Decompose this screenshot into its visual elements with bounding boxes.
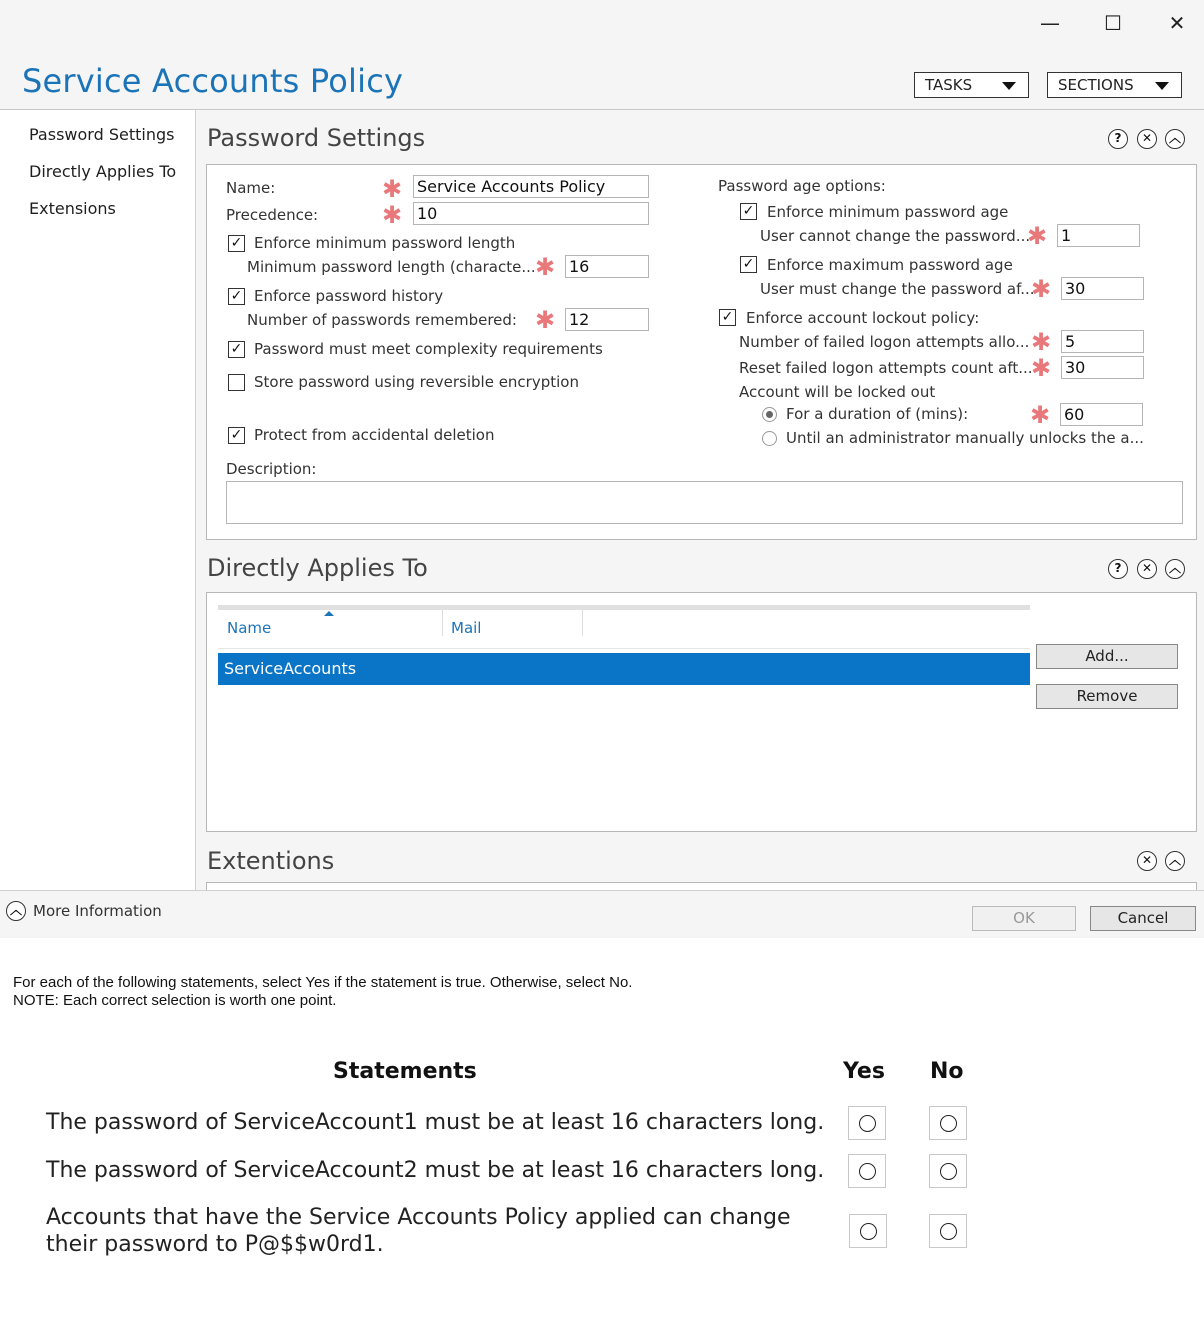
minimize-button[interactable]: — <box>1040 11 1060 35</box>
min-length-field[interactable]: 16 <box>565 255 649 278</box>
required-icon: ✱ <box>1027 222 1048 250</box>
close-section-icon[interactable]: ✕ <box>1137 129 1157 149</box>
protect-label: Protect from accidental deletion <box>254 426 495 444</box>
collapse-icon[interactable]: ︿ <box>1165 129 1185 149</box>
instruction-text: For each of the following statements, select Yes if the statement is true. Otherwise, select No. <box>13 974 633 991</box>
collapse-icon[interactable]: ︿ <box>1165 559 1185 579</box>
description-label: Description: <box>226 460 317 478</box>
enforce-min-age-checkbox[interactable]: ✓ <box>740 203 757 220</box>
complexity-label: Password must meet complexity requirements <box>254 340 603 358</box>
max-age-label: User must change the password af... <box>760 280 1035 298</box>
page-title: Service Accounts Policy <box>22 62 404 100</box>
close-button[interactable]: ✕ <box>1168 11 1186 35</box>
applies-to-title: Directly Applies To <box>207 554 428 582</box>
enforce-min-length-label: Enforce minimum password length <box>254 234 516 252</box>
required-icon: ✱ <box>1030 401 1051 429</box>
statement-3-line-2: their password to P@$$w0rd1. <box>46 1232 384 1257</box>
statements-header: Statements <box>333 1059 477 1084</box>
add-button[interactable]: Add... <box>1036 644 1178 669</box>
min-length-label: Minimum password length (characte... <box>247 258 536 276</box>
required-icon: ✱ <box>535 253 556 281</box>
complexity-checkbox[interactable]: ✓ <box>228 341 245 358</box>
lockout-checkbox[interactable]: ✓ <box>719 309 736 326</box>
statement-3-yes-radio[interactable] <box>849 1214 887 1248</box>
tasks-label: TASKS <box>925 76 973 94</box>
column-header-mail[interactable]: Mail <box>451 619 482 637</box>
expand-up-icon[interactable]: ︿ <box>6 901 26 921</box>
statement-2-yes-radio[interactable] <box>848 1154 886 1188</box>
min-age-label: User cannot change the password... <box>760 227 1031 245</box>
enforce-min-length-checkbox[interactable]: ✓ <box>228 235 245 252</box>
name-label: Name: <box>226 179 276 197</box>
failed-attempts-label: Number of failed logon attempts allo... <box>739 333 1030 351</box>
sections-label: SECTIONS <box>1058 76 1134 94</box>
column-divider <box>442 610 443 636</box>
nav-item-password-settings[interactable]: Password Settings <box>29 125 175 144</box>
statement-3-line-1: Accounts that have the Service Accounts Policy applied can change <box>46 1205 791 1230</box>
statement-3-no-radio[interactable] <box>929 1214 967 1248</box>
reversible-checkbox[interactable] <box>228 374 245 391</box>
more-info-link[interactable]: More Information <box>33 902 162 920</box>
failed-attempts-field[interactable]: 5 <box>1061 330 1144 353</box>
age-options-label: Password age options: <box>718 177 886 195</box>
sections-dropdown[interactable] <box>1047 72 1182 98</box>
required-icon: ✱ <box>1031 328 1052 356</box>
close-section-icon[interactable]: ✕ <box>1137 851 1157 871</box>
description-field[interactable] <box>226 481 1183 524</box>
required-icon: ✱ <box>382 175 403 203</box>
lockout-label: Enforce account lockout policy: <box>746 309 980 327</box>
nav-item-extensions[interactable]: Extensions <box>29 199 116 218</box>
precedence-label: Precedence: <box>226 206 319 224</box>
precedence-field[interactable]: 10 <box>413 202 649 225</box>
yes-header: Yes <box>843 1059 885 1084</box>
nav-item-directly-applies-to[interactable]: Directly Applies To <box>29 162 177 181</box>
required-icon: ✱ <box>1031 275 1052 303</box>
section-nav <box>0 110 196 890</box>
max-age-field[interactable]: 30 <box>1061 277 1144 300</box>
enforce-max-age-checkbox[interactable]: ✓ <box>740 256 757 273</box>
row-name-cell: ServiceAccounts <box>224 659 357 678</box>
history-field[interactable]: 12 <box>565 308 649 331</box>
no-header: No <box>930 1059 964 1084</box>
name-field[interactable]: Service Accounts Policy <box>413 175 649 198</box>
maximize-button[interactable]: ☐ <box>1104 11 1122 35</box>
statement-1-yes-radio[interactable] <box>848 1106 886 1140</box>
duration-radio[interactable] <box>762 407 777 422</box>
locked-out-label: Account will be locked out <box>739 383 936 401</box>
help-icon[interactable]: ? <box>1108 559 1128 579</box>
table-row[interactable] <box>218 653 1030 685</box>
enforce-min-age-label: Enforce minimum password age <box>767 203 1009 221</box>
duration-label: For a duration of (mins): <box>786 405 969 423</box>
remove-button[interactable]: Remove <box>1036 684 1178 709</box>
reset-count-field[interactable]: 30 <box>1061 356 1144 379</box>
statement-1: The password of ServiceAccount1 must be at least 16 characters long. <box>46 1110 825 1135</box>
reversible-label: Store password using reversible encryption <box>254 373 579 391</box>
password-settings-panel <box>206 164 1197 540</box>
chevron-down-icon <box>1155 82 1169 90</box>
enforce-max-age-label: Enforce maximum password age <box>767 256 1013 274</box>
enforce-history-label: Enforce password history <box>254 287 444 305</box>
password-settings-title: Password Settings <box>207 124 426 152</box>
enforce-history-checkbox[interactable]: ✓ <box>228 288 245 305</box>
statement-1-no-radio[interactable] <box>929 1106 967 1140</box>
collapse-icon[interactable]: ︿ <box>1165 851 1185 871</box>
chevron-down-icon <box>1002 82 1016 90</box>
column-header-name[interactable]: Name <box>227 619 272 637</box>
min-age-field[interactable]: 1 <box>1057 224 1140 247</box>
duration-field[interactable]: 60 <box>1060 403 1143 426</box>
until-admin-radio[interactable] <box>762 431 777 446</box>
protect-checkbox[interactable]: ✓ <box>228 427 245 444</box>
history-label: Number of passwords remembered: <box>247 311 517 329</box>
until-admin-label: Until an administrator manually unlocks the a... <box>786 429 1144 447</box>
note-text: NOTE: Each correct selection is worth one point. <box>13 992 337 1009</box>
grid-header <box>218 610 1030 649</box>
required-icon: ✱ <box>382 201 403 229</box>
required-icon: ✱ <box>1031 354 1052 382</box>
column-divider <box>582 610 583 636</box>
required-icon: ✱ <box>535 306 556 334</box>
help-icon[interactable]: ? <box>1108 129 1128 149</box>
applies-to-panel <box>206 592 1197 832</box>
close-section-icon[interactable]: ✕ <box>1137 559 1157 579</box>
cancel-button[interactable]: Cancel <box>1090 906 1196 931</box>
tasks-dropdown[interactable] <box>914 72 1029 98</box>
statement-2: The password of ServiceAccount2 must be at least 16 characters long. <box>46 1158 825 1183</box>
sort-ascending-icon <box>324 611 334 616</box>
extensions-title: Extentions <box>207 847 335 875</box>
statement-2-no-radio[interactable] <box>929 1154 967 1188</box>
ok-button[interactable]: OK <box>972 906 1076 931</box>
reset-count-label: Reset failed logon attempts count aft... <box>739 359 1033 377</box>
